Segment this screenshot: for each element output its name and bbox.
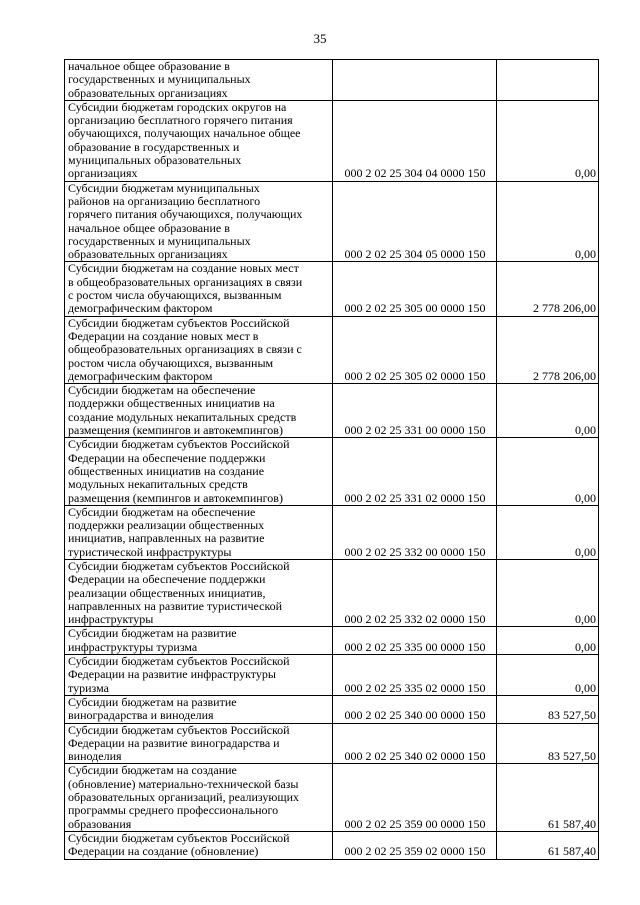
budget-code-cell: 000 2 02 25 335 02 0000 150 [333,655,497,696]
income-name-line: образовательных организаций, реализующих [68,790,299,805]
income-name-line: демографическим фактором [68,368,213,383]
amount-cell: 0,00 [497,627,599,655]
table-row [65,505,599,559]
amount-cell: 0,00 [497,181,599,262]
income-name-line: Федерации на создание новых мест в [68,328,259,343]
amount-cell: 0,00 [497,384,599,438]
income-name-line: Субсидии бюджетам на развитие [68,694,237,709]
budget-code-cell: 000 2 02 25 332 02 0000 150 [333,559,497,626]
income-name-line: начальное общее образование в [68,220,230,235]
income-name-cell [65,695,333,723]
table-row [65,764,599,831]
income-name-line: туристической инфраструктуры [68,544,232,559]
table-row [65,627,599,655]
income-name-cell [65,438,333,505]
income-name-line: обучающихся, получающих начальное общее [68,126,301,141]
income-name-line: виноградарства и виноделия [68,708,214,723]
income-name-line: в общеобразовательных организациях в связи [68,274,303,289]
income-name-line: муниципальных образовательных [68,153,242,168]
amount-cell: 61 587,40 [497,831,599,859]
table-row [65,316,599,383]
income-name-line: организацию бесплатного горячего питания [68,113,293,128]
budget-code-cell [333,60,497,101]
income-name-cell [65,181,333,262]
income-name-line: реализации общественных инициатив, [68,585,266,600]
income-name-line: образовательных организациях [68,247,228,262]
income-name-line: образование в государственных и [68,139,240,154]
budget-code-cell: 000 2 02 25 335 00 0000 150 [333,627,497,655]
income-name-line: ростом числа обучающихся, вызванным [68,355,274,370]
income-name-line: Субсидии бюджетам на развитие [68,626,237,641]
amount-cell: 0,00 [497,438,599,505]
budget-code-cell: 000 2 02 25 340 00 0000 150 [333,695,497,723]
income-name-cell [65,723,333,764]
amount-cell: 0,00 [497,655,599,696]
budget-code-cell: 000 2 02 25 331 02 0000 150 [333,438,497,505]
income-name-line: модульных некапитальных средств [68,477,248,492]
income-name-line: Субсидии бюджетам на обеспечение [68,383,256,398]
income-name-line: Федерации на развитие инфраструктуры [68,667,276,682]
income-name-line: размещения (кемпингов и автокемпингов) [68,490,283,505]
income-name-cell [65,262,333,316]
income-name-line: Субсидии бюджетам субъектов Российской [68,558,290,573]
budget-code-cell: 000 2 02 25 304 05 0000 150 [333,181,497,262]
income-name-line: общественных инициатив на создание [68,463,265,478]
table-row [65,262,599,316]
income-name-line: начальное общее образование в [68,59,230,73]
income-name-line: туризма [68,680,109,695]
income-name-line: Федерации на создание (обновление) [68,844,259,859]
income-name-cell [65,60,333,101]
income-name-line: Субсидии бюджетам городских округов на [68,99,287,114]
income-name-line: Субсидии бюджетам на создание [68,763,237,778]
income-name-line: с ростом числа обучающихся, вызванным [68,288,282,303]
budget-code-cell: 000 2 02 25 305 02 0000 150 [333,316,497,383]
table-row [65,723,599,764]
amount-cell: 0,00 [497,559,599,626]
budget-code-cell: 000 2 02 25 305 00 0000 150 [333,262,497,316]
income-name-line: Федерации на обеспечение поддержки [68,572,266,587]
budget-code-cell: 000 2 02 25 331 00 0000 150 [333,384,497,438]
income-name-line: Субсидии бюджетам субъектов Российской [68,654,290,669]
income-name-cell [65,559,333,626]
budget-code-cell: 000 2 02 25 340 02 0000 150 [333,723,497,764]
budget-code-cell: 000 2 02 25 359 02 0000 150 [333,831,497,859]
table-row [65,695,599,723]
income-name-cell [65,627,333,655]
income-name-cell [65,655,333,696]
amount-cell: 61 587,40 [497,764,599,831]
table-body [65,60,599,860]
budget-code-cell: 000 2 02 25 332 00 0000 150 [333,505,497,559]
income-name-line: размещения (кемпингов и автокемпингов) [68,423,283,438]
income-name-line: Субсидии бюджетам субъектов Российской [68,722,290,737]
income-name-line: Федерации на развитие виноградарства и [68,735,280,750]
income-name-line: районов на организацию бесплатного [68,193,261,208]
income-name-line: поддержки общественных инициатив на [68,396,275,411]
income-name-line: Субсидии бюджетам субъектов Российской [68,830,290,845]
budget-code-cell: 000 2 02 25 304 04 0000 150 [333,100,497,181]
income-name-line: программы среднего профессионального [68,803,279,818]
income-name-line: Субсидии бюджетам на обеспечение [68,504,256,519]
amount-cell: 83 527,50 [497,695,599,723]
table-row [65,831,599,859]
income-name-line: направленных на развитие туристической [68,598,283,613]
table-row [65,181,599,262]
income-name-line: поддержки реализации общественных [68,518,265,533]
income-name-cell [65,831,333,859]
income-name-line: Федерации на обеспечение поддержки [68,450,266,465]
income-name-line: Субсидии бюджетам субъектов Российской [68,437,290,452]
income-name-cell [65,384,333,438]
income-name-line: инфраструктуры туризма [68,639,198,654]
table-row [65,100,599,181]
income-name-line: (обновление) материально-технической базы [68,776,299,791]
income-name-line: демографическим фактором [68,301,213,316]
page-number: 35 [313,31,327,46]
amount-cell: 0,00 [497,505,599,559]
table-row [65,438,599,505]
amount-cell: 2 778 206,00 [497,316,599,383]
income-name-line: создание модульных некапитальных средств [68,409,297,424]
amount-cell: 83 527,50 [497,723,599,764]
table-row [65,60,599,101]
table-row [65,655,599,696]
amount-cell [497,60,599,101]
income-name-line: инфраструктуры [68,612,154,627]
income-name-line: организациях [68,166,138,181]
amount-cell: 2 778 206,00 [497,262,599,316]
income-name-line: общеобразовательных организациях в связи с [68,342,302,357]
income-name-cell [65,505,333,559]
income-name-cell [65,316,333,383]
income-name-line: образовательных организациях [68,85,228,100]
income-name-line: образования [68,816,132,831]
income-name-line: государственных и муниципальных [68,233,251,248]
table-row [65,559,599,626]
income-name-line: Субсидии бюджетам муниципальных [68,180,260,195]
income-name-cell [65,100,333,181]
table-row [65,384,599,438]
income-name-cell [65,764,333,831]
amount-cell: 0,00 [497,100,599,181]
income-name-line: государственных и муниципальных [68,72,251,87]
budget-code-cell: 000 2 02 25 359 00 0000 150 [333,764,497,831]
income-name-line: Субсидии бюджетам на создание новых мест [68,261,299,276]
income-name-line: горячего питания обучающихся, получающих [68,207,303,222]
income-name-line: инициатив, направленных на развитие [68,531,265,546]
income-name-line: Субсидии бюджетам субъектов Российской [68,315,290,330]
budget-table [64,59,599,860]
income-name-line: виноделия [68,749,122,764]
